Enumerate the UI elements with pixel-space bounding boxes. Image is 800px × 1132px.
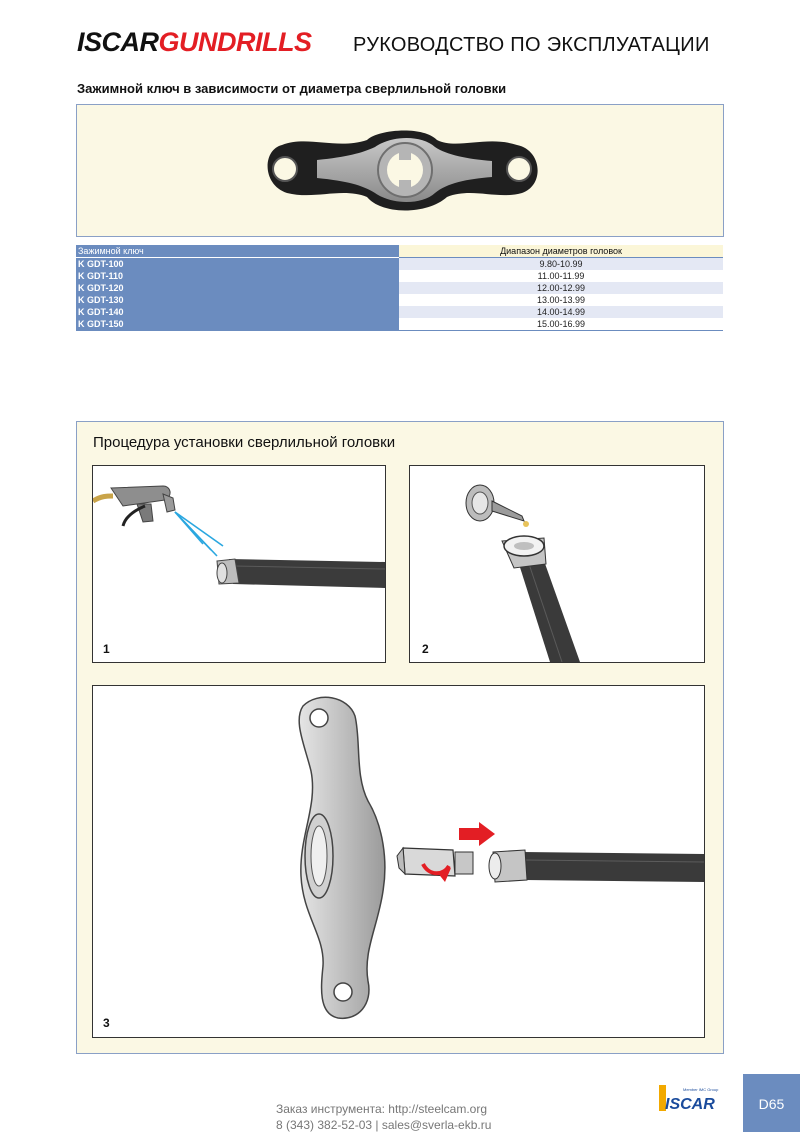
step-2-panel bbox=[409, 465, 705, 663]
footer-order-line: Заказ инструмента: http://steelcam.org bbox=[276, 1102, 488, 1116]
table-row bbox=[76, 270, 723, 282]
table-row bbox=[76, 306, 723, 318]
iscar-member-logo bbox=[657, 1083, 741, 1113]
range-cell: 9.80-10.99 bbox=[399, 258, 723, 271]
iscar-gundrills-logo bbox=[77, 27, 312, 58]
wrench-cell: K GDT-100 bbox=[76, 258, 399, 271]
col-header-range: Диапазон диаметров головок bbox=[399, 245, 723, 258]
wrench-cell: K GDT-110 bbox=[76, 270, 399, 282]
step-number-1: 1 bbox=[103, 642, 110, 656]
range-cell: 15.00-16.99 bbox=[399, 318, 723, 331]
section-title: Зажимной ключ в зависимости от диаметра сверлильной головки bbox=[77, 81, 507, 96]
page-number: D65 bbox=[758, 1096, 785, 1112]
wrench-cell: K GDT-140 bbox=[76, 306, 399, 318]
procedure-title: Процедура установки сверлильной головки bbox=[93, 434, 396, 451]
table-row bbox=[76, 258, 723, 271]
document-title: РУКОВОДСТВО ПО ЭКСПЛУАТАЦИИ bbox=[353, 34, 710, 56]
logo-iscar: ISCAR bbox=[77, 27, 159, 57]
col-header-wrench: Зажимной ключ bbox=[76, 245, 399, 258]
table-row bbox=[76, 294, 723, 306]
air-gun-icon bbox=[93, 466, 385, 662]
wrench-range-table bbox=[76, 245, 723, 331]
step-1-panel bbox=[92, 465, 386, 663]
range-cell: 13.00-13.99 bbox=[399, 294, 723, 306]
wrench-cell: K GDT-120 bbox=[76, 282, 399, 294]
step-3-panel bbox=[92, 685, 705, 1038]
table-row bbox=[76, 282, 723, 294]
wrench-cell: K GDT-130 bbox=[76, 294, 399, 306]
member-text: Member IMC Group bbox=[683, 1087, 719, 1092]
range-cell: 12.00-12.99 bbox=[399, 282, 723, 294]
table-row bbox=[76, 318, 723, 331]
drill-head-icon bbox=[93, 686, 704, 1037]
wrench-image-box bbox=[76, 104, 724, 237]
logo-gundrills: GUNDRILLS bbox=[158, 27, 312, 57]
footer-contact-line: 8 (343) 382-52-03 | sales@sverla-ekb.ru bbox=[276, 1118, 492, 1132]
range-cell: 14.00-14.99 bbox=[399, 306, 723, 318]
step-number-2: 2 bbox=[422, 642, 429, 656]
oil-can-icon bbox=[410, 466, 704, 662]
step-number-3: 3 bbox=[103, 1016, 110, 1030]
page-tab bbox=[743, 1074, 800, 1132]
range-cell: 11.00-11.99 bbox=[399, 270, 723, 282]
wrench-image bbox=[77, 105, 723, 236]
iscar-brand-text: ISCAR bbox=[665, 1096, 715, 1113]
wrench-cell: K GDT-150 bbox=[76, 318, 399, 331]
